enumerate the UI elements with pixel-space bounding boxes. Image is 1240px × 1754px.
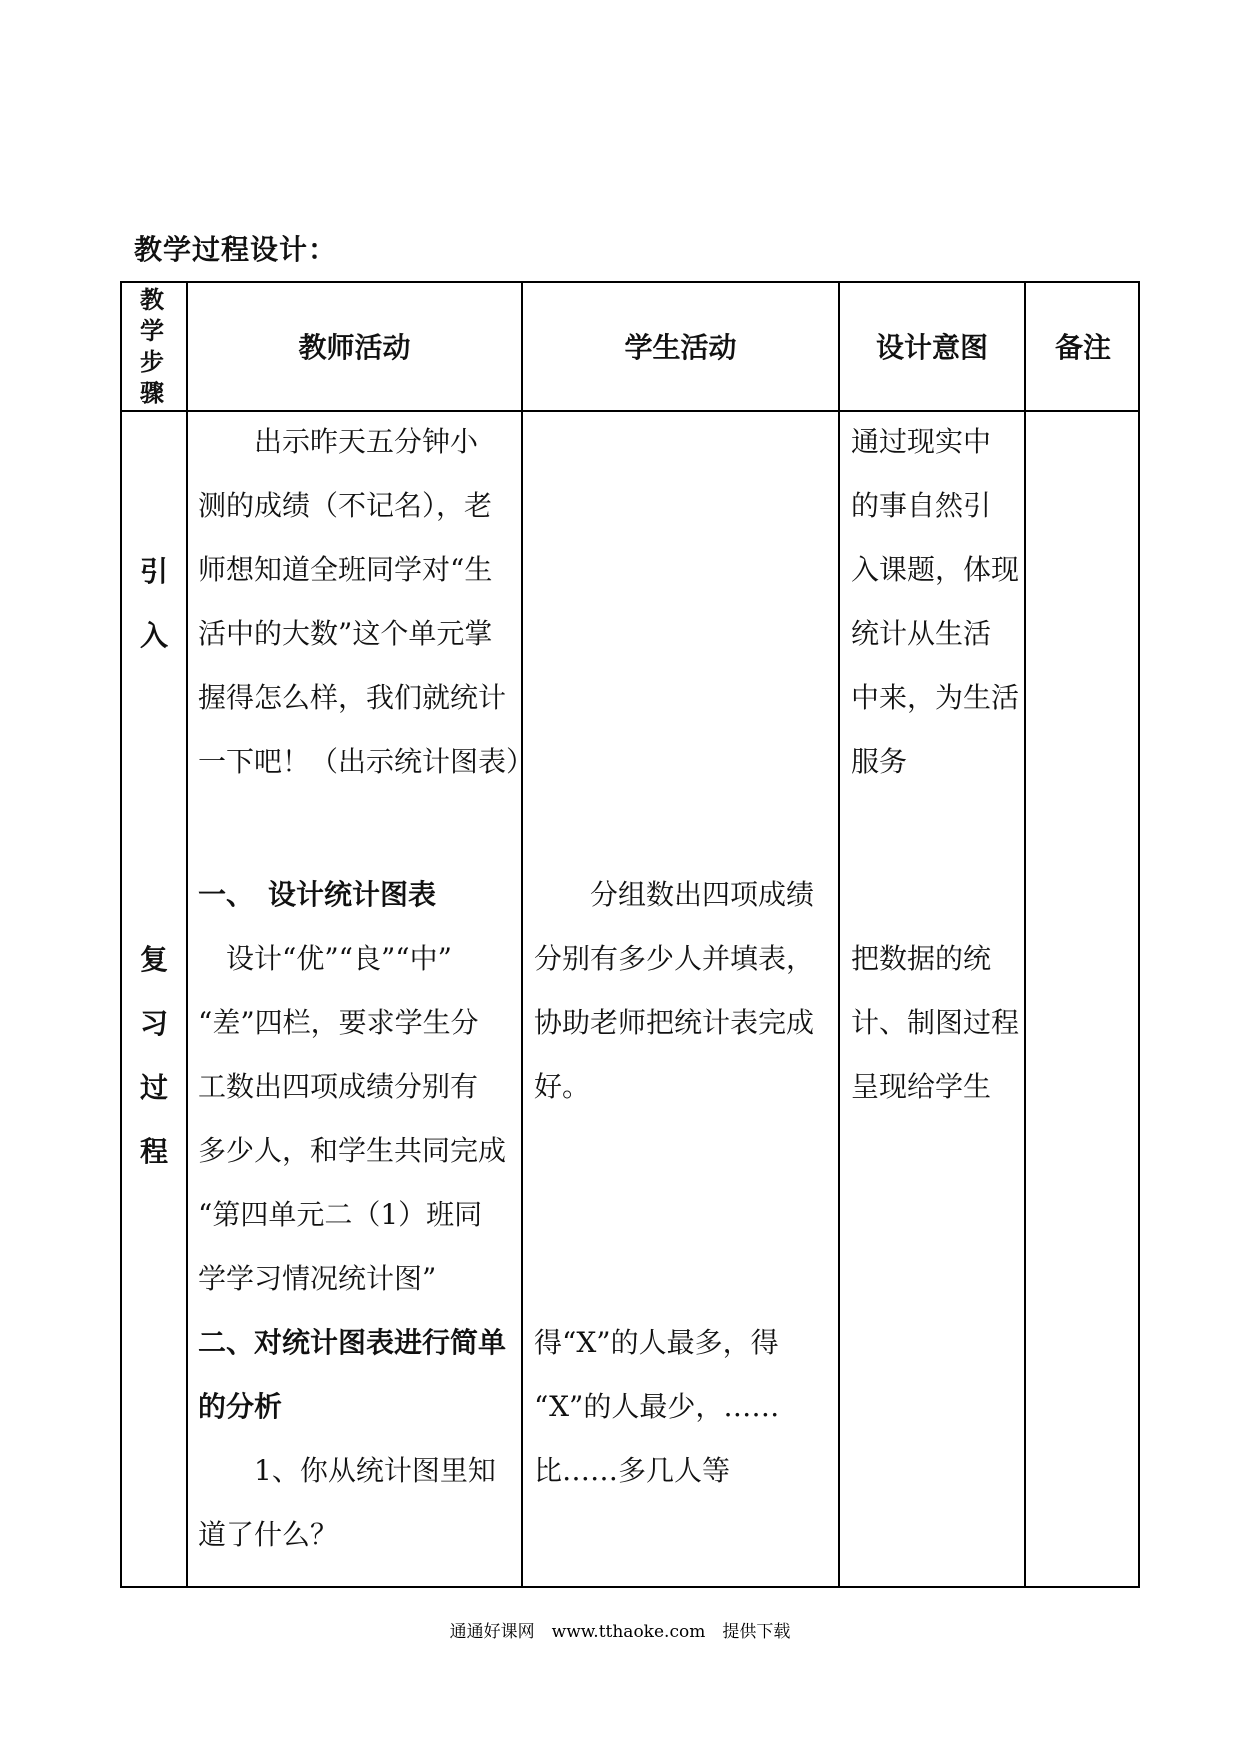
header-design-intent: 设计意图 (875, 330, 988, 364)
text-line: 1、你从统计图里知 (198, 1454, 496, 1487)
section-heading: 一、 设计统计图表 (198, 878, 437, 911)
text-line: 把数据的统 (851, 942, 992, 975)
text-line: 中来，为生活 (851, 681, 1020, 714)
review-design-intent (851, 927, 1019, 1119)
review-teacher-activity (198, 863, 506, 1567)
step-review-process (122, 928, 186, 1184)
text-line: 协助老师把统计表完成 (534, 1006, 815, 1039)
text-line: 道了什么？ (198, 1518, 339, 1551)
text-line: 得“X”的人最多，得 (534, 1326, 779, 1359)
step-char: 习 (139, 1007, 168, 1040)
table-divider (186, 281, 188, 1588)
review-student-activity-2 (534, 1311, 779, 1503)
text-line: 握得怎么样，我们就统计 (198, 681, 507, 714)
text-line: 活中的大数”这个单元掌 (198, 617, 493, 650)
review-student-activity-1 (534, 863, 814, 1119)
header-student-activity: 学生活动 (624, 330, 737, 364)
text-line: 一下吧！（出示统计图表） (198, 745, 535, 778)
header-step-char: 步 (140, 347, 164, 376)
text-line: “X”的人最少，…… (534, 1390, 780, 1423)
text-line: 统计从生活 (851, 617, 992, 650)
table-divider (1024, 281, 1026, 1588)
text-line: 比……多几人等 (534, 1454, 731, 1487)
text-line: 呈现给学生 (851, 1070, 992, 1103)
header-step-char: 骤 (140, 378, 164, 407)
intro-teacher-activity (198, 410, 534, 794)
text-line: 通过现实中 (851, 425, 992, 458)
text-line: 测的成绩（不记名），老 (198, 489, 493, 522)
step-char: 引 (139, 555, 168, 588)
text-line: 师想知道全班同学对“生 (198, 553, 493, 586)
text-line: 计、制图过程 (851, 1006, 1020, 1039)
header-step-char: 学 (140, 316, 164, 345)
step-char: 程 (139, 1135, 168, 1168)
section-heading: 的分析 (198, 1390, 283, 1423)
header-notes: 备注 (1054, 330, 1111, 364)
step-char: 复 (139, 943, 168, 976)
text-line: 好。 (534, 1070, 591, 1103)
text-line: 入课题，体现 (851, 553, 1020, 586)
step-char: 入 (139, 619, 168, 652)
text-line: 工数出四项成绩分别有 (198, 1070, 479, 1103)
text-line: 学学习情况统计图” (198, 1262, 437, 1295)
text-line: “第四单元二（1）班同 (198, 1198, 483, 1231)
text-line: 多少人，和学生共同完成 (198, 1134, 507, 1167)
header-step (130, 284, 174, 408)
intro-design-intent (851, 410, 1019, 794)
section-heading: 二、对统计图表进行简单 (198, 1326, 507, 1359)
header-step-char: 教 (140, 285, 164, 314)
header-teacher-activity: 教师活动 (298, 330, 411, 364)
text-line: 分别有多少人并填表， (534, 942, 815, 975)
text-line: 出示昨天五分钟小 (198, 425, 479, 458)
text-line: 设计“优”“良”“中” (198, 942, 452, 975)
step-char: 过 (139, 1071, 168, 1104)
text-line: 服务 (851, 745, 908, 778)
step-intro (122, 540, 186, 668)
text-line: 的事自然引 (851, 489, 992, 522)
document-title: 教学过程设计： (134, 233, 338, 266)
text-line: 分组数出四项成绩 (534, 878, 815, 911)
table-divider (838, 281, 840, 1588)
page-footer: 通通好课网 www.tthaoke.com 提供下载 (449, 1622, 791, 1642)
text-line: “差”四栏，要求学生分 (198, 1006, 479, 1039)
